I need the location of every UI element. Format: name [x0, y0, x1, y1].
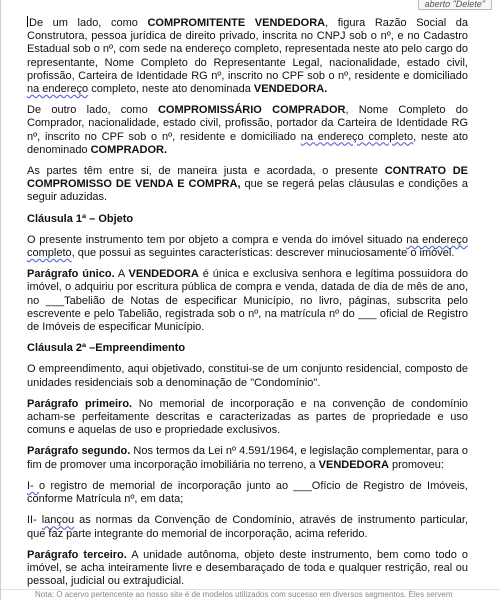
- text: , Nome Completo do Comprador, nacionalidade, estado civil, profissão, portador da Carteira de Identidade RG nº, inscrito no CPF sob o nº, residente e domiciliado: [27, 104, 468, 143]
- bold-text: VENDEDORA: [318, 458, 389, 471]
- paragraph-unico: [27, 268, 468, 334]
- document-body[interactable]: [27, 16, 468, 596]
- text: é única e exclusiva senhora e legítima possuidora do imóvel, o adquiriu por escritura pública de compra e venda, datada de dia de mês de ano, no ___Tabelião de Notas de especificar Município, no livro, páginas, subscrita pelo escrevente e pelo Tabelião, registrada sob o nº, na matrícula nº do ___ oficial de Registro de Imóveis de especificar Município.: [27, 268, 468, 334]
- paragraph-segundo: [27, 445, 468, 471]
- text: completo, neste ato denominada: [88, 83, 254, 96]
- footer-note: Nota: O acervo pertencente ao nosso site é de modelos utilizados com sucesso em diversos segmentos. Eles servem: [35, 590, 453, 599]
- text: promoveu:: [388, 458, 444, 471]
- text: No memorial de incorporação e na convenção de condomínio acham-se perfeitamente descritas e caracterizadas as partes de propriedade e uso comuns e aquelas de uso e propriedade exclusivos.: [27, 397, 468, 437]
- spellcheck-underlined-text: I-: [27, 479, 39, 492]
- paragraph-terceiro: [27, 549, 468, 589]
- paragraph-objeto: [27, 234, 468, 260]
- bold-text: Parágrafo primeiro.: [27, 397, 133, 410]
- text: o registro de memorial de incorporação junto ao ___Ofício de Registro de Imóveis, conforme Matrícula nº, em data;: [27, 479, 468, 506]
- list-item-i: [27, 480, 468, 506]
- spellcheck-underlined-text: na endereço completo: [300, 130, 414, 143]
- paragraph-empreendimento: O empreendimento, aqui objetivado, constitui-se de um conjunto residencial, composto de unidades residenciais sob a denominação de "Condomínio".: [27, 363, 468, 389]
- spellcheck-underlined-text: lançou: [41, 514, 75, 527]
- text: , que possui as seguintes características: descrever minuciosamente o imóvel.: [71, 247, 455, 260]
- bold-text: COMPROMISSÁRIO COMPRADOR: [157, 104, 346, 117]
- text: O presente instrumento tem por objeto a compra e venda do imóvel situado: [27, 233, 407, 246]
- bold-text: CONTRATO DE COMPROMISSO DE VENDA E COMPRA,: [27, 165, 469, 191]
- bold-text: Parágrafo segundo.: [27, 445, 131, 458]
- spellcheck-underlined-text: na endereço completo: [27, 233, 468, 260]
- clause-1-heading: Cláusula 1ª – Objeto: [27, 212, 134, 225]
- bold-text: Parágrafo terceiro.: [27, 548, 127, 561]
- paragraph-vendedora: [27, 16, 468, 96]
- text: As partes têm entre si, de maneira justa e acordada, o presente: [27, 165, 385, 178]
- text: II-: [27, 514, 42, 527]
- spellcheck-underlined-text: na endereço: [27, 83, 89, 96]
- bold-text: COMPROMITENTE VENDEDORA: [147, 17, 326, 29]
- list-item-ii: [27, 514, 468, 540]
- bold-text: COMPRADOR.: [90, 143, 167, 156]
- text-cursor: [27, 16, 28, 27]
- text: as normas da Convenção de Condomínio, através de instrumento particular, que faz parte integrante do memorial de incorporação, acima referido.: [27, 514, 468, 540]
- delete-tooltip: aberto "Delete": [418, 0, 492, 10]
- clause-2-heading: Cláusula 2ª –Empreendimento: [27, 342, 186, 355]
- text: De um lado, como: [29, 17, 148, 29]
- paragraph-partes: [27, 165, 468, 205]
- text: , neste ato denominado: [27, 130, 468, 156]
- text: que se regerá pelas cláusulas e condições a seguir aduzidas.: [27, 178, 468, 204]
- text: A: [114, 268, 129, 281]
- bold-text: Parágrafo único.: [27, 268, 115, 281]
- text: A unidade autônoma, objeto deste instrumento, bem como todo o imóvel, se acha inteiramente livre e desembaraçado de toda e qualquer restrição, real ou pessoal, judicial ou extrajudicial.: [27, 548, 469, 588]
- paragraph-comprador: [27, 104, 468, 157]
- bold-text: VENDEDORA.: [253, 83, 328, 96]
- paragraph-primeiro: [27, 398, 468, 438]
- text: , figura Razão Social da Construtora, pessoa jurídica de direito privado, inscrita no CNPJ sob o nº, e no Cadastro Estadual sob o nº, com sede na endereço completo, representada neste ato pelo cargo do representante, Nome Completo do Representante Legal, nacionalidade, estado civil, profissão, Carteira de Identidade RG nº, inscrito no CPF sob o nº, residente e domiciliado: [27, 17, 468, 82]
- text: Nos termos da Lei nº 4.591/1964, e legislação complementar, para o fim de promover uma incorporação imobiliária no terreno, a: [27, 445, 469, 471]
- text: De outro lado, como: [27, 104, 158, 117]
- bold-text: VENDEDORA: [128, 268, 199, 281]
